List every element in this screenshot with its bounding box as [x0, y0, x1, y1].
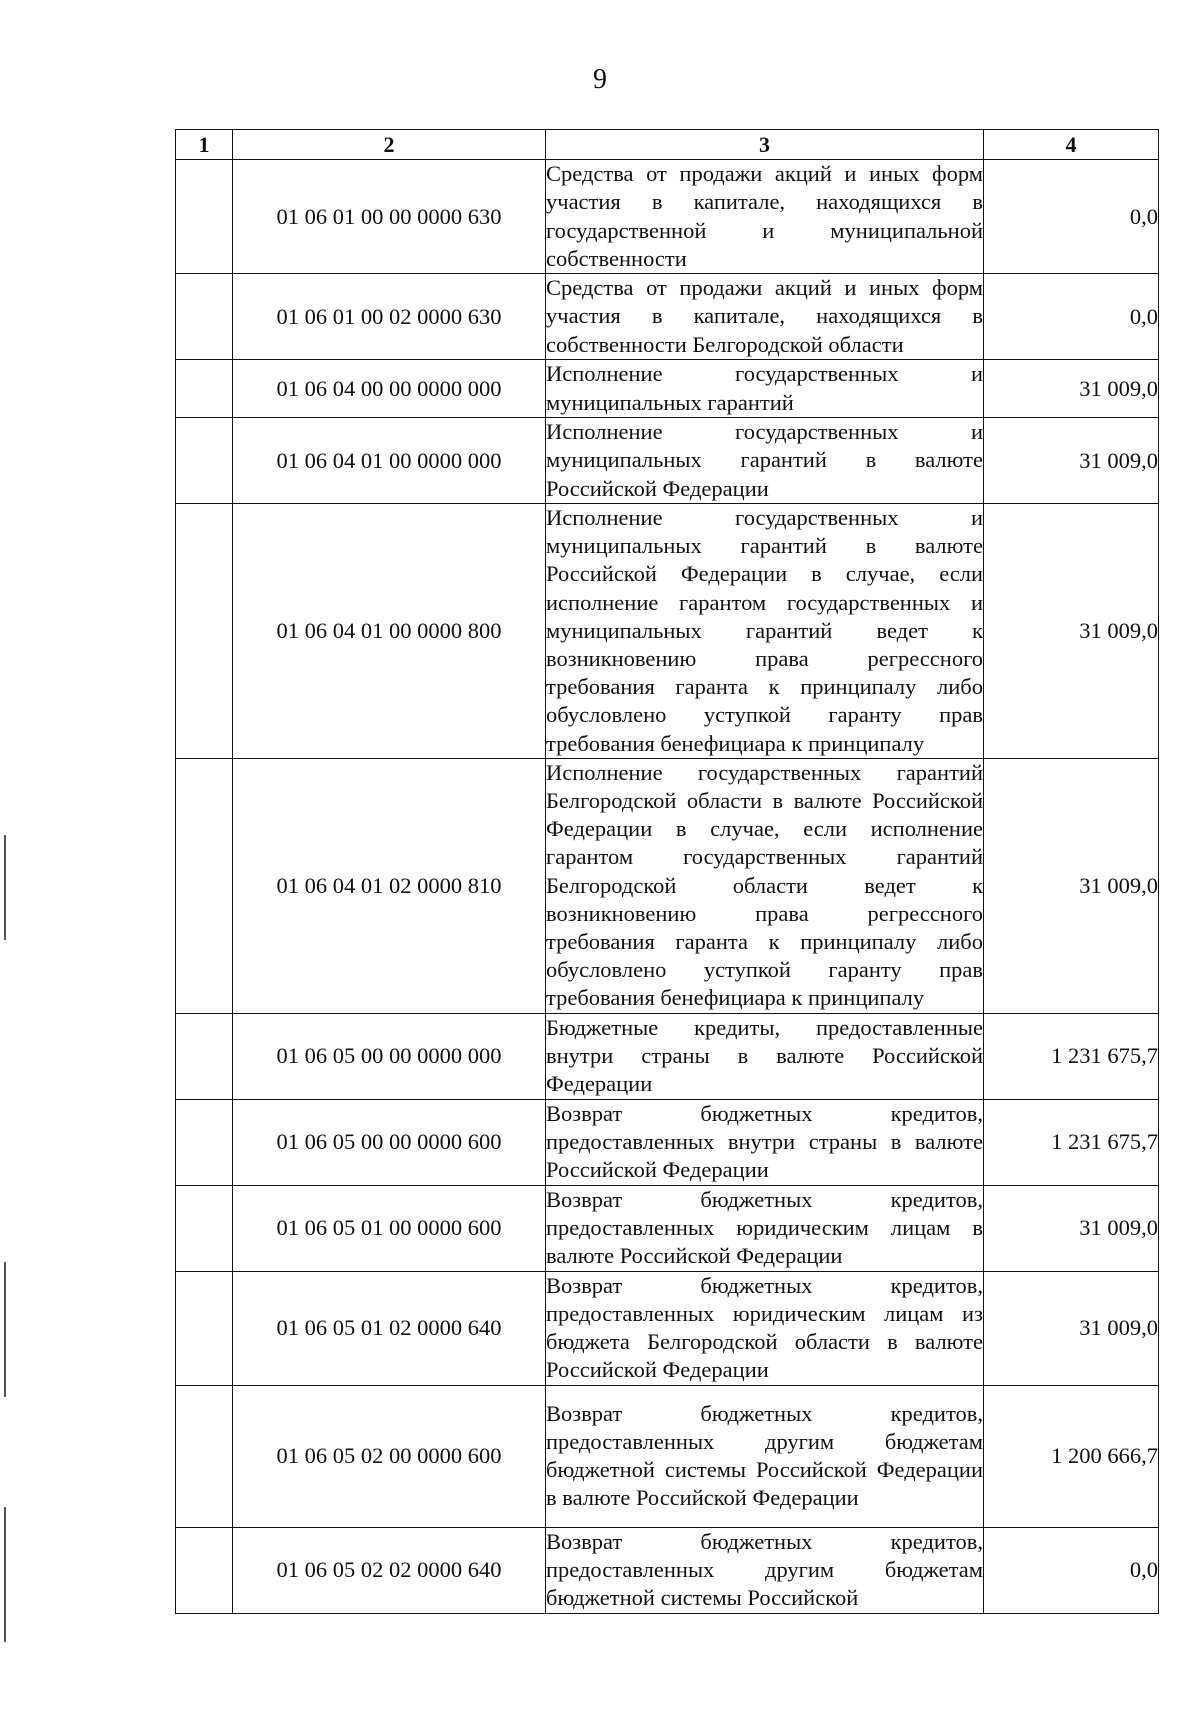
budget-code-cell: 01 06 04 01 00 0000 800 — [233, 504, 546, 759]
budget-code-cell: 01 06 04 01 00 0000 000 — [233, 418, 546, 504]
table-row — [176, 418, 1159, 504]
row-index-cell — [176, 1185, 233, 1271]
description-cell: Исполнение государственных и муниципальных гарантий в валюте Российской Федерации в случае, если исполнение гарантом государственных и муниципальных гарантий ведет к возникновению права регрессного требования гаранта к принципалу либо обусловлено уступкой гаранту прав требования бенефициара к принципалу — [546, 504, 984, 759]
header-col-4: 4 — [984, 130, 1159, 160]
description-cell: Возврат бюджетных кредитов, предоставленных другим бюджетам бюджетной системы Российской — [546, 1527, 984, 1613]
budget-code-cell: 01 06 05 00 00 0000 600 — [233, 1099, 546, 1185]
table-row — [176, 274, 1159, 360]
row-index-cell — [176, 758, 233, 1013]
budget-code-cell: 01 06 05 00 00 0000 000 — [233, 1013, 546, 1099]
description-cell: Средства от продажи акций и иных форм участия в капитале, находящихся в государственной и муниципальной собственности — [546, 160, 984, 274]
description-cell: Средства от продажи акций и иных форм участия в капитале, находящихся в собственности Белгородской области — [546, 274, 984, 360]
row-index-cell — [176, 1271, 233, 1385]
row-index-cell — [176, 1099, 233, 1185]
amount-cell: 0,0 — [984, 1527, 1159, 1613]
description-cell: Возврат бюджетных кредитов, предоставленных внутри страны в валюте Российской Федерации — [546, 1099, 984, 1185]
description-cell: Возврат бюджетных кредитов, предоставленных другим бюджетам бюджетной системы Российской Федерации в валюте Российской Федерации — [546, 1385, 984, 1527]
budget-code-cell: 01 06 05 01 02 0000 640 — [233, 1271, 546, 1385]
table-row — [176, 504, 1159, 759]
header-col-2: 2 — [233, 130, 546, 160]
row-index-cell — [176, 418, 233, 504]
table-row — [176, 1185, 1159, 1271]
description-cell: Исполнение государственных гарантий Белгородской области в валюте Российской Федерации в случае, если исполнение гарантом государственных гарантий Белгородской области ведет к возникновению права регрессного требования гаранта к принципалу либо обусловлено уступкой гаранту прав требования бенефициара к принципалу — [546, 758, 984, 1013]
budget-code-cell: 01 06 05 02 02 0000 640 — [233, 1527, 546, 1613]
row-index-cell — [176, 1385, 233, 1527]
budget-code-cell: 01 06 05 01 00 0000 600 — [233, 1185, 546, 1271]
amount-cell: 31 009,0 — [984, 418, 1159, 504]
page-number: 9 — [593, 64, 607, 95]
table-row — [176, 1527, 1159, 1613]
table-row — [176, 360, 1159, 418]
row-index-cell — [176, 360, 233, 418]
row-index-cell — [176, 504, 233, 759]
table-row — [176, 160, 1159, 274]
row-index-cell — [176, 160, 233, 274]
amount-cell: 0,0 — [984, 274, 1159, 360]
amount-cell: 31 009,0 — [984, 1271, 1159, 1385]
row-index-cell — [176, 1527, 233, 1613]
description-cell: Исполнение государственных и муниципальных гарантий в валюте Российской Федерации — [546, 418, 984, 504]
scan-margin-mark — [4, 1507, 6, 1642]
budget-code-cell: 01 06 04 00 00 0000 000 — [233, 360, 546, 418]
budget-code-cell: 01 06 01 00 00 0000 630 — [233, 160, 546, 274]
budget-code-cell: 01 06 05 02 00 0000 600 — [233, 1385, 546, 1527]
table-row — [176, 1385, 1159, 1527]
sources-of-financing-table — [175, 129, 1159, 1614]
row-index-cell — [176, 1013, 233, 1099]
amount-cell: 1 231 675,7 — [984, 1013, 1159, 1099]
description-cell: Бюджетные кредиты, предоставленные внутри страны в валюте Российской Федерации — [546, 1013, 984, 1099]
budget-code-cell: 01 06 01 00 02 0000 630 — [233, 274, 546, 360]
header-col-1: 1 — [176, 130, 233, 160]
amount-cell: 31 009,0 — [984, 360, 1159, 418]
row-index-cell — [176, 274, 233, 360]
amount-cell: 31 009,0 — [984, 504, 1159, 759]
description-cell: Исполнение государственных и муниципальных гарантий — [546, 360, 984, 418]
table-header-row — [176, 130, 1159, 160]
amount-cell: 1 200 666,7 — [984, 1385, 1159, 1527]
description-cell: Возврат бюджетных кредитов, предоставленных юридическим лицам в валюте Российской Федерации — [546, 1185, 984, 1271]
budget-code-cell: 01 06 04 01 02 0000 810 — [233, 758, 546, 1013]
amount-cell: 31 009,0 — [984, 758, 1159, 1013]
table-row — [176, 1099, 1159, 1185]
table-row — [176, 1013, 1159, 1099]
amount-cell: 0,0 — [984, 160, 1159, 274]
scan-margin-mark — [4, 835, 6, 940]
table-row — [176, 1271, 1159, 1385]
amount-cell: 31 009,0 — [984, 1185, 1159, 1271]
scan-margin-mark — [4, 1262, 6, 1397]
table-row — [176, 758, 1159, 1013]
amount-cell: 1 231 675,7 — [984, 1099, 1159, 1185]
description-cell: Возврат бюджетных кредитов, предоставленных юридическим лицам из бюджета Белгородской области в валюте Российской Федерации — [546, 1271, 984, 1385]
header-col-3: 3 — [546, 130, 984, 160]
